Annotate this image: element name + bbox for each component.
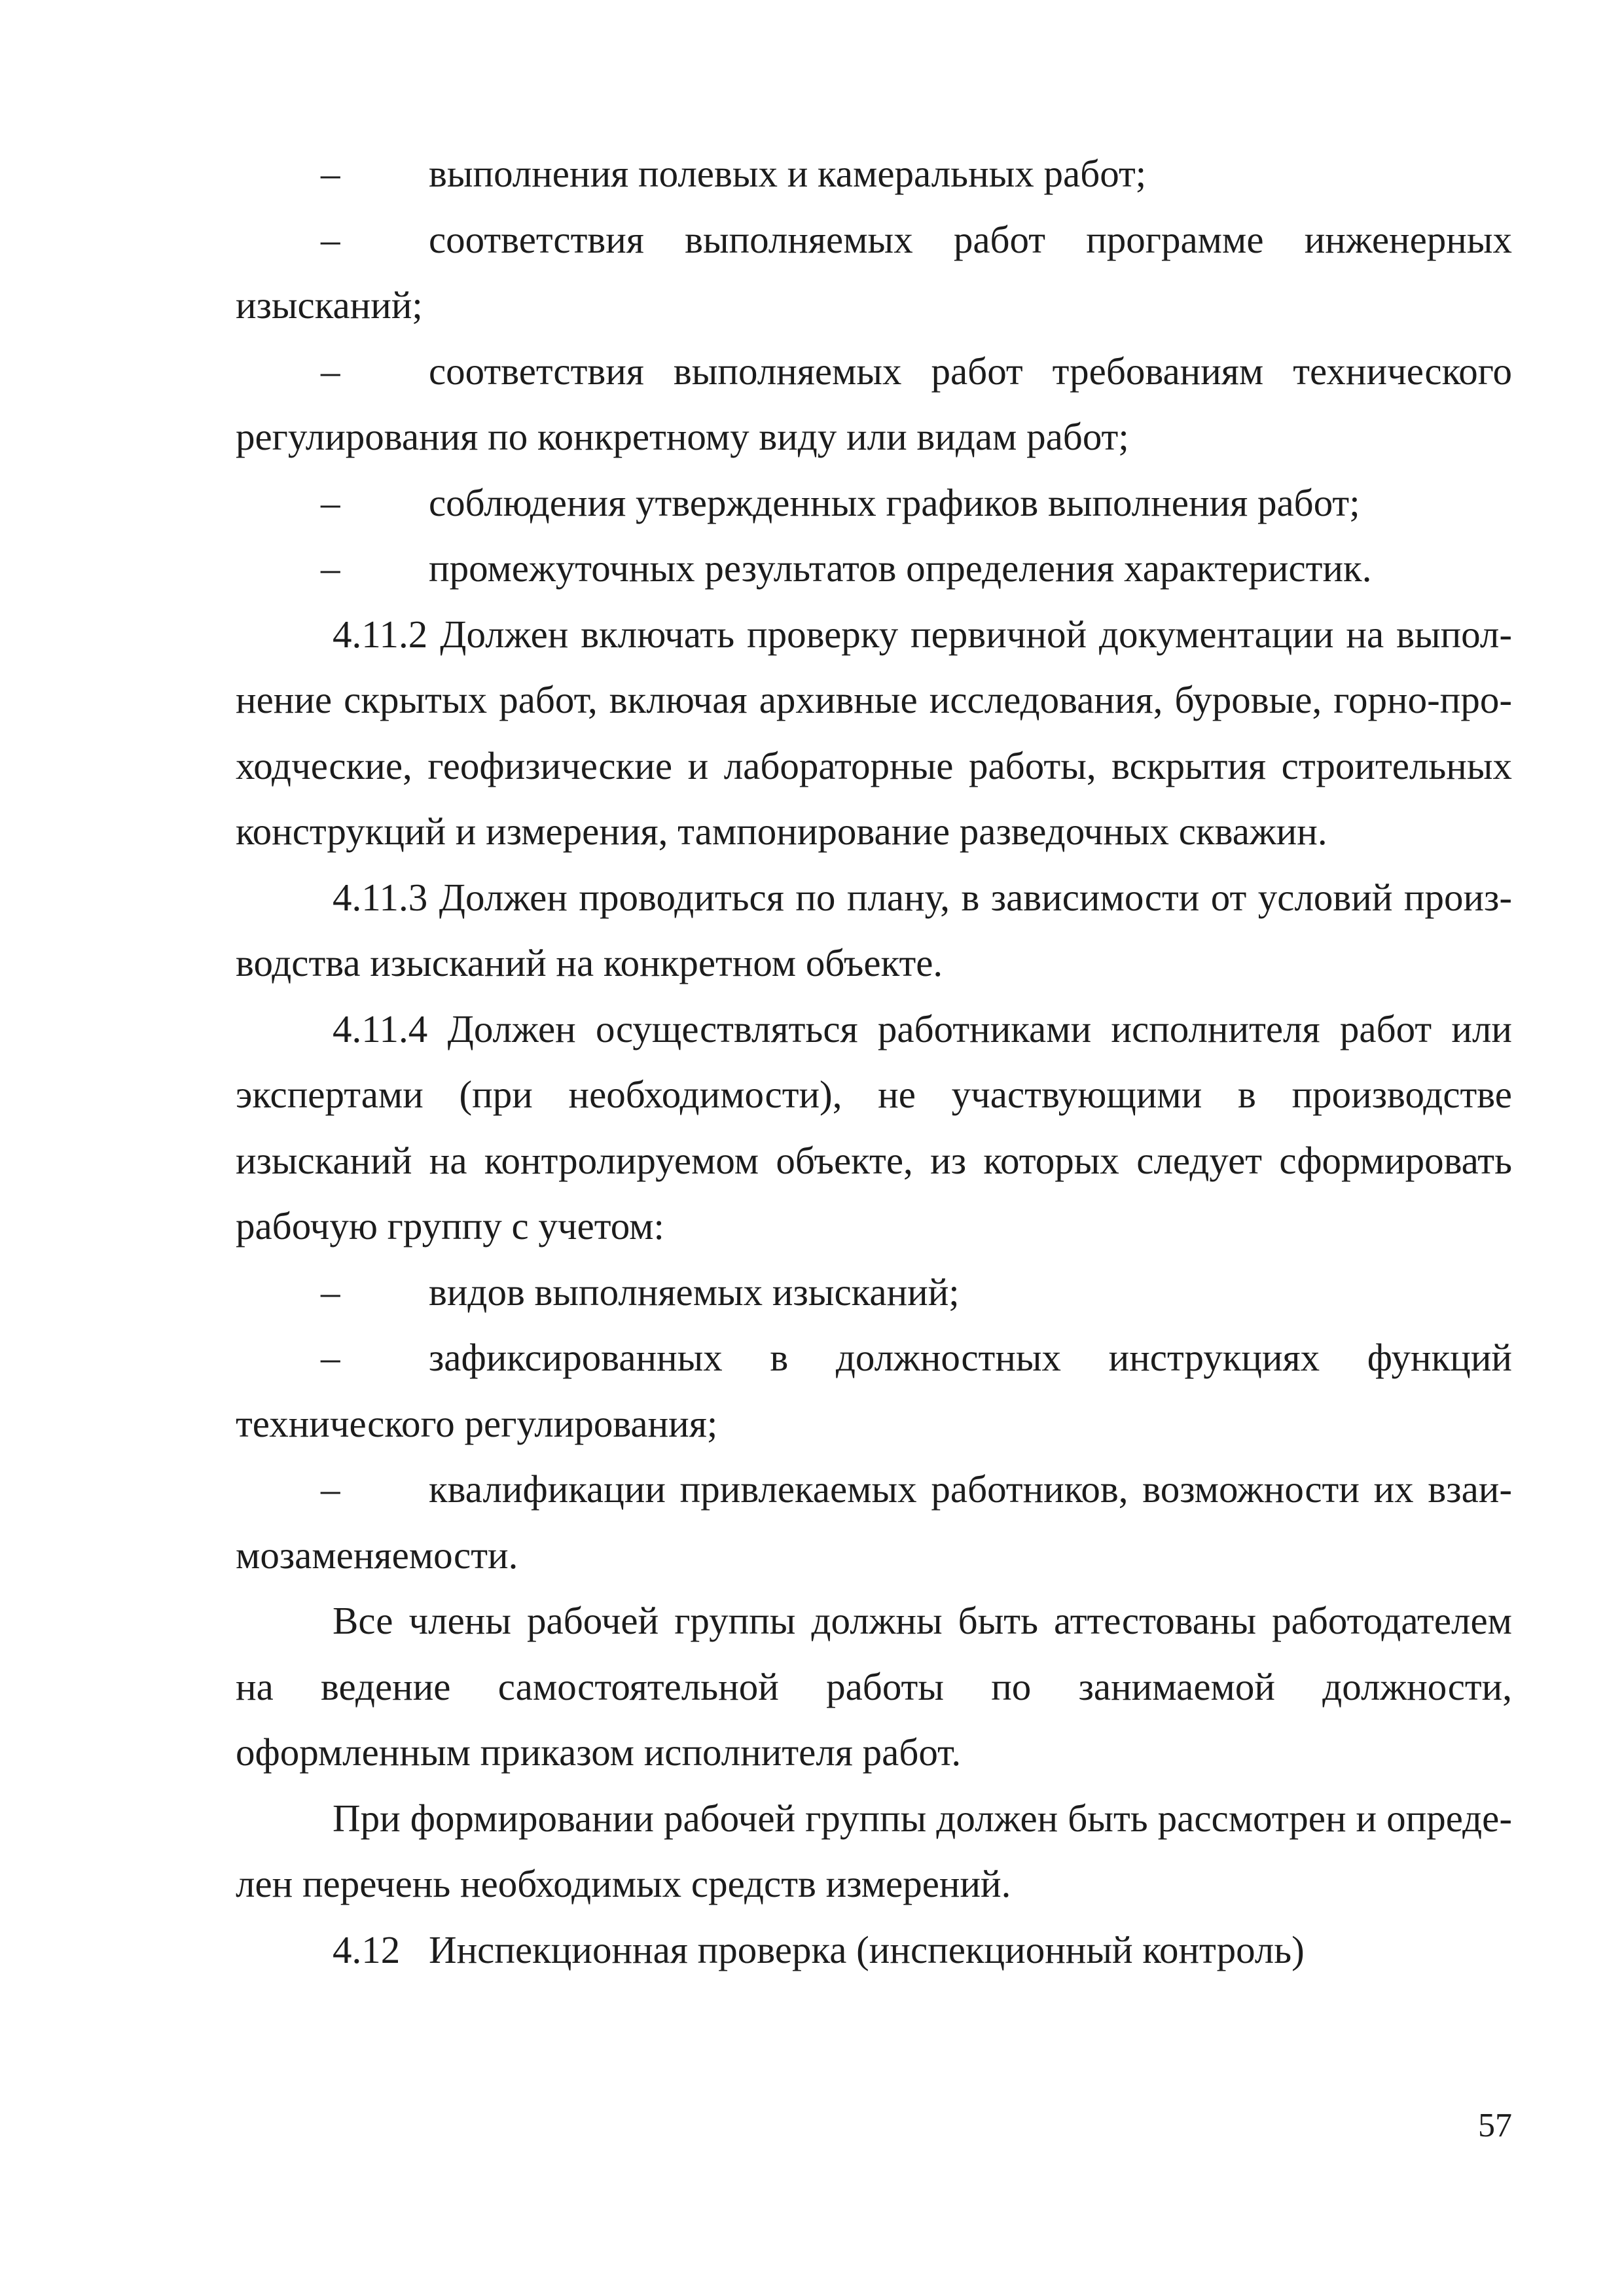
list-item xyxy=(236,1456,1512,1588)
dash-marker: – xyxy=(321,1336,340,1379)
list-item xyxy=(236,338,1512,470)
list-item xyxy=(236,470,1512,536)
page-number: 57 xyxy=(1478,2107,1512,2144)
list-item xyxy=(236,141,1512,207)
list-item-text: видов выполняемых изысканий; xyxy=(429,1270,960,1314)
paragraph-measuring-instruments: При формировании рабочей группы должен быть рассмотрен и определен перечень необходимых средств измерений. xyxy=(236,1796,1512,1905)
paragraph-4-11-2: 4.11.2 Должен включать проверку первичной документации на выполнение скрытых работ, включая архивные исследования, буровые, горно-проходческие, геофизические и лабораторные работы, вскрытия строительных конструкций и измерения, тампонирование разведочных скважин. xyxy=(236,612,1512,853)
section-heading xyxy=(236,1917,1512,1983)
list-item xyxy=(236,535,1512,601)
dash-marker: – xyxy=(321,152,340,195)
list-item xyxy=(236,1325,1512,1456)
section-title: Инспекционная проверка (инспекционный контроль) xyxy=(429,1928,1305,1971)
list-item-text: зафиксированных в должностных инструкциях функций технического регулирования; xyxy=(236,1336,1512,1445)
dash-marker: – xyxy=(321,349,340,393)
list-item xyxy=(236,1259,1512,1325)
list-item-text: соответствия выполняемых работ программе инженерных изысканий; xyxy=(236,217,1512,327)
paragraph-working-group-members: Все члены рабочей группы должны быть аттестованы работодателем на ведение самостоятельной работы по занимаемой должности, оформленным приказом исполнителя работ. xyxy=(236,1599,1512,1774)
paragraph-4-11-4: 4.11.4 Должен осуществляться работниками исполнителя работ или экспертами (при необходимости), не участвующими в производстве изысканий на контролируемом объекте, из которых следует сформировать рабочую группу с учетом: xyxy=(236,1007,1512,1247)
dash-marker: – xyxy=(321,1270,340,1314)
document-page xyxy=(236,141,1512,1982)
dash-marker: – xyxy=(321,480,340,524)
list-item-text: промежуточных результатов определения характеристик. xyxy=(429,547,1372,590)
dash-marker: – xyxy=(321,547,340,590)
list-item-text: соответствия выполняемых работ требованиям технического регулирования по конкретному виду или видам работ; xyxy=(236,349,1512,458)
list-item-text: квалификации привлекаемых работников, возможности их взаимозаменяемости. xyxy=(236,1467,1512,1577)
list-item xyxy=(236,207,1512,338)
list-item-text: соблюдения утвержденных графиков выполнения работ; xyxy=(429,480,1360,524)
dash-marker: – xyxy=(321,1467,340,1511)
list-item-text: выполнения полевых и камеральных работ; xyxy=(429,152,1147,195)
section-number: 4.12 xyxy=(333,1928,401,1971)
paragraph-4-11-3: 4.11.3 Должен проводиться по плану, в зависимости от условий производства изысканий на конкретном объекте. xyxy=(236,875,1512,984)
dash-marker: – xyxy=(321,217,340,261)
